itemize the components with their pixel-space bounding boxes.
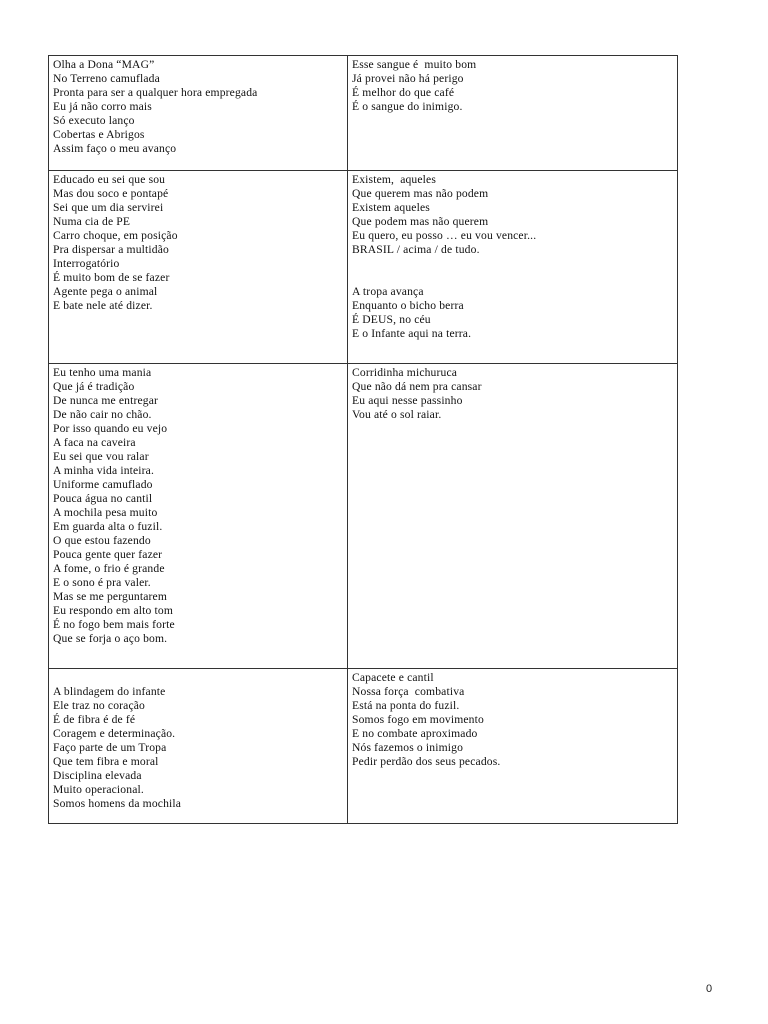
table-row: [49, 669, 678, 824]
verse-line: Já provei não há perigo: [352, 72, 464, 85]
verse-line: Pra dispersar a multidão: [53, 243, 169, 256]
table-cell-right: [348, 56, 678, 171]
verse-line: Pouca gente quer fazer: [53, 548, 163, 561]
verse-line: Eu respondo em alto tom: [53, 604, 174, 617]
verse-line: Somos homens da mochila: [53, 797, 182, 810]
verse-line: Ele traz no coração: [53, 699, 145, 712]
table-cell-right: [348, 364, 678, 669]
verse-line: Só executo lanço: [53, 114, 135, 127]
verse-line: De não cair no chão.: [53, 408, 152, 421]
verse-line: Esse sangue é muito bom: [352, 58, 477, 71]
verse-line: Numa cia de PE: [53, 215, 131, 228]
table-row: [49, 171, 678, 364]
verse-line: A blindagem do infante: [53, 685, 166, 698]
verse-line: Que tem fibra e moral: [53, 755, 159, 768]
verse-line: Carro choque, em posição: [53, 229, 178, 242]
page-number: 0: [706, 983, 713, 995]
verse-line: Que podem mas não querem: [352, 215, 489, 228]
verse-line: E o Infante aqui na terra.: [352, 327, 472, 340]
verse-line: Eu já não corro mais: [53, 100, 152, 113]
verse-line: Em guarda alta o fuzil.: [53, 520, 163, 533]
verse-line: É muito bom de se fazer: [53, 271, 170, 284]
verse-line: É de fibra é de fé: [53, 713, 136, 726]
table-cell-right: [348, 669, 678, 824]
verse-line: O que estou fazendo: [53, 534, 151, 547]
verse-line: Somos fogo em movimento: [352, 713, 484, 726]
verse-line: Faço parte de um Tropa: [53, 741, 167, 754]
verse-line: Mas dou soco e pontapé: [53, 187, 169, 200]
table-cell-left: [49, 669, 348, 824]
verse-line: A faca na caveira: [53, 436, 136, 449]
verse-line: Assim faço o meu avanço: [53, 142, 177, 155]
verse-line: A minha vida inteira.: [53, 464, 155, 477]
verse-line: Agente pega o animal: [53, 285, 158, 298]
verse-line: Nossa força combativa: [352, 685, 465, 698]
verse-line: Está na ponta do fuzil.: [352, 699, 460, 712]
verse-line: Uniforme camuflado: [53, 478, 153, 491]
verse-line: Olha a Dona “MAG”: [53, 58, 155, 71]
verse-line: É melhor do que café: [352, 86, 455, 99]
verse-line: A tropa avança: [352, 285, 424, 298]
verse-line: Que querem mas não podem: [352, 187, 489, 200]
verse-line: Eu sei que vou ralar: [53, 450, 149, 463]
verse-line: E o sono é pra valer.: [53, 576, 151, 589]
verse-line: No Terreno camuflada: [53, 72, 160, 85]
verse-line: É o sangue do inimigo.: [352, 100, 463, 113]
verse-line: Eu tenho uma mania: [53, 366, 152, 379]
verse-line: Nós fazemos o inimigo: [352, 741, 464, 754]
verse-line: Enquanto o bicho berra: [352, 299, 464, 312]
verse-line: Que já é tradição: [53, 380, 135, 393]
table-row: [49, 364, 678, 669]
verse-line: Por isso quando eu vejo: [53, 422, 168, 435]
verse-line: De nunca me entregar: [53, 394, 159, 407]
verse-line: Interrogatório: [53, 257, 120, 270]
verse-line: Que se forja o aço bom.: [53, 632, 168, 645]
verse-line: Vou até o sol raiar.: [352, 408, 442, 421]
verse-line: É no fogo bem mais forte: [53, 618, 175, 631]
verse-line: Pronta para ser a qualquer hora empregada: [53, 86, 258, 99]
verse-line: Pedir perdão dos seus pecados.: [352, 755, 501, 768]
table-cell-left: [49, 56, 348, 171]
verse-line: E bate nele até dizer.: [53, 299, 153, 312]
verse-line: E no combate aproximado: [352, 727, 478, 740]
verse-line: Muito operacional.: [53, 783, 144, 796]
verse-line: Existem, aqueles: [352, 173, 437, 186]
verse-line: É DEUS, no céu: [352, 313, 431, 326]
verse-line: Eu quero, eu posso … eu vou vencer...: [352, 229, 537, 242]
verse-line: Sei que um dia servirei: [53, 201, 164, 214]
lyrics-table: [48, 55, 678, 824]
verse-line: Corridinha michuruca: [352, 366, 458, 379]
verse-line: Eu aqui nesse passinho: [352, 394, 463, 407]
verse-line: A mochila pesa muito: [53, 506, 158, 519]
table-row: [49, 56, 678, 171]
verse-line: Mas se me perguntarem: [53, 590, 168, 603]
verse-line: A fome, o frio é grande: [53, 562, 165, 575]
verse-line: [352, 271, 673, 285]
table-cell-left: [49, 364, 348, 669]
verse-line: Coragem e determinação.: [53, 727, 176, 740]
verse-line: Capacete e cantil: [352, 671, 434, 684]
verse-line: Existem aqueles: [352, 201, 430, 214]
verse-line: Educado eu sei que sou: [53, 173, 166, 186]
verse-line: Que não dá nem pra cansar: [352, 380, 482, 393]
verse-line: Cobertas e Abrigos: [53, 128, 145, 141]
table-cell-right: [348, 171, 678, 364]
verse-line: Pouca água no cantil: [53, 492, 153, 505]
verse-line: [352, 257, 673, 271]
table-cell-left: [49, 171, 348, 364]
verse-line: [53, 671, 343, 685]
verse-line: BRASIL / acima / de tudo.: [352, 243, 480, 256]
verse-line: Disciplina elevada: [53, 769, 142, 782]
